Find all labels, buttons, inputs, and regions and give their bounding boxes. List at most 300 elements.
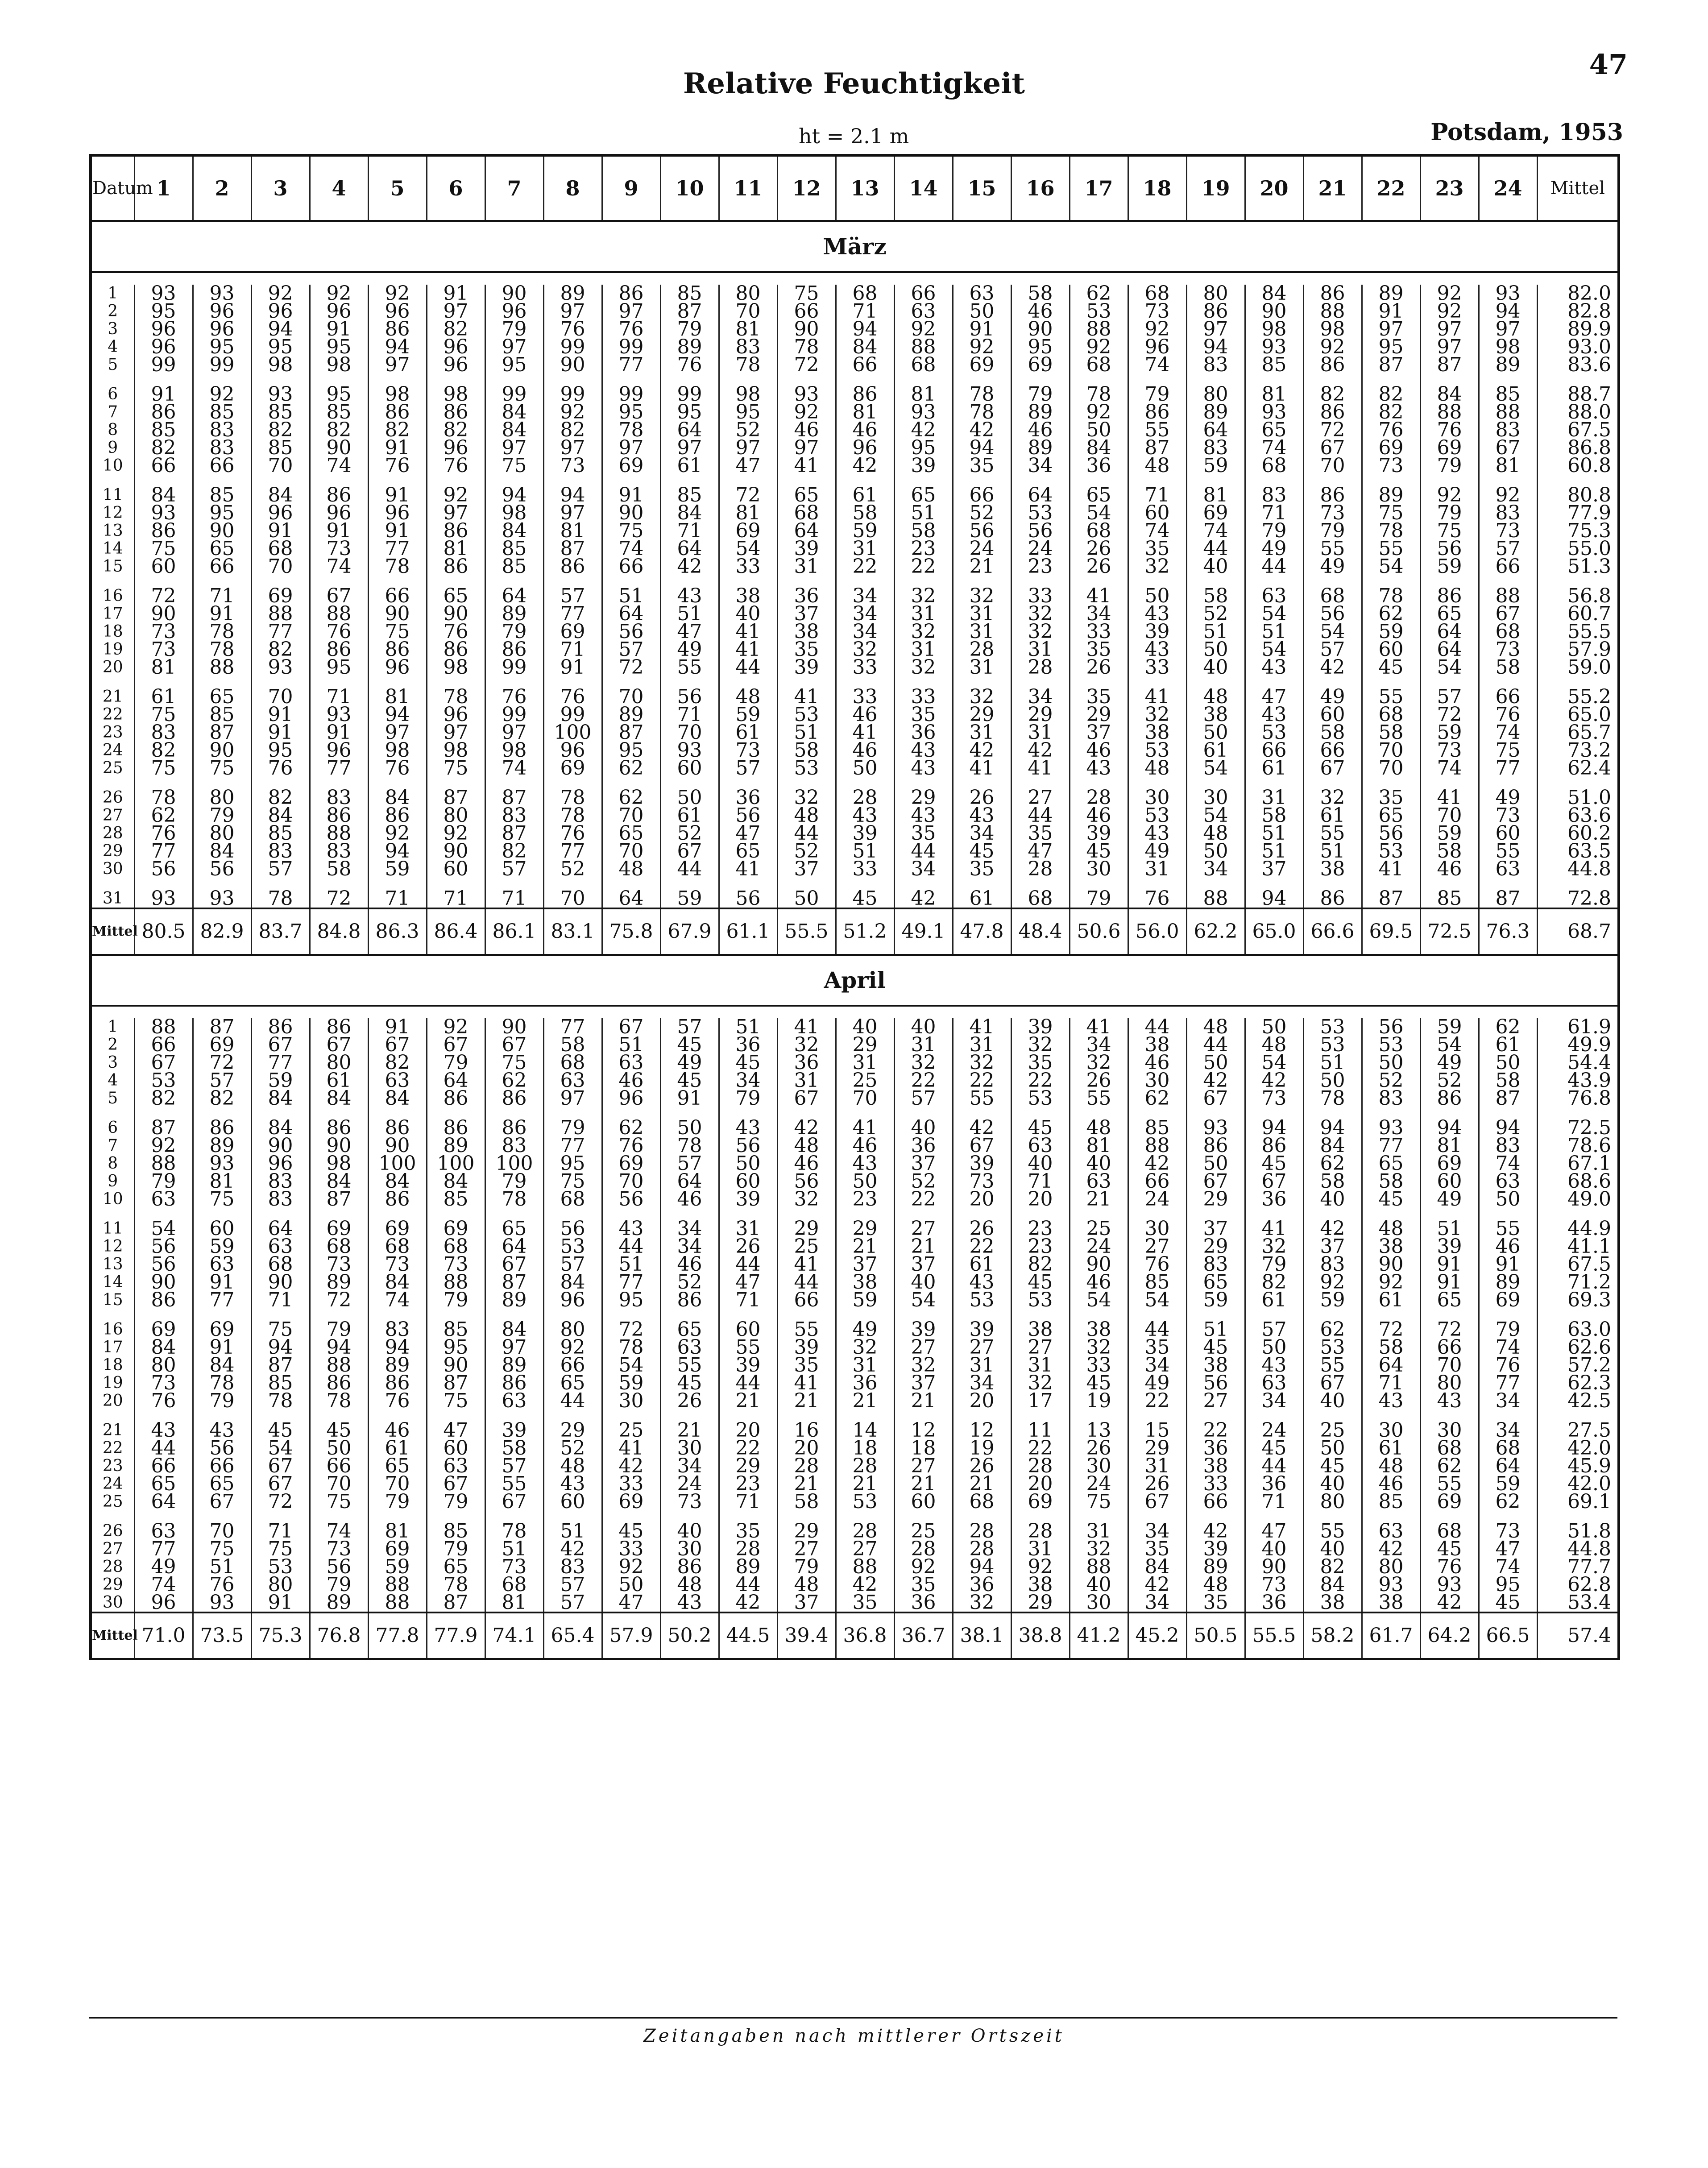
value-cell: 65 xyxy=(1420,1291,1479,1309)
value-cell: 65 xyxy=(1420,605,1479,623)
value-cell: 59 xyxy=(1479,1475,1537,1493)
value-cell: 77 xyxy=(134,842,193,860)
hour-mean-cell: 48.4 xyxy=(1011,908,1070,955)
value-cell: 34 xyxy=(719,1072,777,1090)
value-cell: 95 xyxy=(427,1339,485,1356)
value-cell: 87 xyxy=(1362,890,1420,908)
day-cell: 2 xyxy=(91,303,134,320)
value-cell: 43 xyxy=(1362,1392,1420,1410)
mean-row xyxy=(91,908,1619,955)
value-cell: 37 xyxy=(777,605,836,623)
value-cell: 71 xyxy=(251,1522,310,1540)
value-cell: 78 xyxy=(1362,522,1420,540)
value-cell: 23 xyxy=(1011,1238,1070,1256)
day-mean-cell: 62.3 xyxy=(1537,1374,1619,1392)
day-cell: 14 xyxy=(91,540,134,558)
value-cell: 83 xyxy=(1479,504,1537,522)
value-cell: 82 xyxy=(251,421,310,439)
value-cell: 22 xyxy=(1011,1072,1070,1090)
value-cell: 86 xyxy=(368,403,427,421)
value-cell: 100 xyxy=(368,1155,427,1173)
value-cell: 89 xyxy=(1186,403,1245,421)
value-cell: 88 xyxy=(310,605,368,623)
value-cell: 85 xyxy=(485,558,543,576)
value-cell: 73 xyxy=(427,1256,485,1273)
hour-mean-cell: 51.2 xyxy=(836,908,894,955)
value-cell: 69 xyxy=(368,1540,427,1558)
value-cell: 37 xyxy=(894,1374,953,1392)
day-mean-cell: 51.8 xyxy=(1537,1522,1619,1540)
value-cell: 58 xyxy=(1011,285,1070,303)
value-cell: 36 xyxy=(1245,1594,1303,1613)
hour-mean-cell: 36.8 xyxy=(836,1613,894,1659)
spacer-cell xyxy=(91,475,134,486)
value-cell: 54 xyxy=(1420,659,1479,676)
value-cell: 88 xyxy=(1070,320,1128,338)
value-cell: 27 xyxy=(836,1540,894,1558)
value-cell: 94 xyxy=(836,320,894,338)
value-cell: 71 xyxy=(1362,1374,1420,1392)
value-cell: 58 xyxy=(485,1439,543,1457)
hour-mean-cell: 86.4 xyxy=(427,908,485,955)
value-cell: 88 xyxy=(193,659,251,676)
value-cell: 44 xyxy=(1186,1036,1245,1054)
value-cell: 61 xyxy=(310,1072,368,1090)
value-cell: 59 xyxy=(368,860,427,878)
value-cell: 78 xyxy=(1303,1090,1362,1107)
value-cell: 53 xyxy=(777,706,836,724)
day-mean-cell: 60.2 xyxy=(1537,825,1619,842)
value-cell: 89 xyxy=(485,1291,543,1309)
value-cell: 72 xyxy=(777,356,836,374)
value-cell: 88 xyxy=(368,1576,427,1594)
value-cell: 65 xyxy=(1186,1273,1245,1291)
value-cell: 41 xyxy=(777,457,836,475)
day-mean-cell: 71.2 xyxy=(1537,1273,1619,1291)
value-cell: 62 xyxy=(602,1119,660,1137)
value-cell: 43 xyxy=(894,742,953,759)
value-cell: 56 xyxy=(134,1256,193,1273)
day-mean-cell: 69.1 xyxy=(1537,1493,1619,1511)
value-cell: 53 xyxy=(777,759,836,777)
value-cell: 72 xyxy=(310,1291,368,1309)
value-cell: 14 xyxy=(836,1422,894,1439)
value-cell: 29 xyxy=(719,1457,777,1475)
value-cell: 88 xyxy=(1479,587,1537,605)
value-cell: 54 xyxy=(1362,558,1420,576)
value-cell: 31 xyxy=(953,659,1011,676)
value-cell: 97 xyxy=(543,303,602,320)
value-cell: 87 xyxy=(427,1594,485,1613)
value-cell: 32 xyxy=(953,688,1011,706)
value-cell: 73 xyxy=(134,641,193,659)
value-cell: 83 xyxy=(1303,1256,1362,1273)
value-cell: 82 xyxy=(1303,1558,1362,1576)
hour-mean-cell: 50.2 xyxy=(660,1613,719,1659)
value-cell: 57 xyxy=(543,1576,602,1594)
value-cell: 37 xyxy=(1245,860,1303,878)
value-cell: 77 xyxy=(602,356,660,374)
day-cell: 13 xyxy=(91,522,134,540)
value-cell: 45 xyxy=(1011,1119,1070,1137)
value-cell: 18 xyxy=(894,1439,953,1457)
value-cell: 26 xyxy=(1070,1439,1128,1457)
value-cell: 53 xyxy=(1128,742,1186,759)
value-cell: 64 xyxy=(602,890,660,908)
value-cell: 91 xyxy=(602,486,660,504)
value-cell: 79 xyxy=(427,1540,485,1558)
value-cell: 75 xyxy=(368,623,427,641)
value-cell: 55 xyxy=(1362,688,1420,706)
value-cell: 32 xyxy=(953,1594,1011,1613)
value-cell: 88 xyxy=(310,825,368,842)
hour-header: 2 xyxy=(193,155,251,221)
value-cell: 50 xyxy=(1479,1190,1537,1208)
month-heading-row xyxy=(91,955,1619,1006)
value-cell: 72 xyxy=(1362,1321,1420,1339)
value-cell: 70 xyxy=(310,1475,368,1493)
value-cell: 21 xyxy=(894,1475,953,1493)
value-cell: 78 xyxy=(485,1522,543,1540)
value-cell: 90 xyxy=(1070,1256,1128,1273)
hour-header: 22 xyxy=(1362,155,1420,221)
value-cell: 85 xyxy=(134,421,193,439)
value-cell: 51 xyxy=(543,1522,602,1540)
value-cell: 62 xyxy=(1362,605,1420,623)
value-cell: 94 xyxy=(1186,338,1245,356)
value-cell: 74 xyxy=(1420,759,1479,777)
value-cell: 82 xyxy=(310,421,368,439)
value-cell: 43 xyxy=(1128,605,1186,623)
value-cell: 86 xyxy=(368,1374,427,1392)
value-cell: 86 xyxy=(427,1119,485,1137)
hour-mean-cell: 62.2 xyxy=(1186,908,1245,955)
value-cell: 77 xyxy=(543,1137,602,1155)
value-cell: 11 xyxy=(1011,1422,1070,1439)
value-cell: 59 xyxy=(660,890,719,908)
value-cell: 89 xyxy=(368,1356,427,1374)
value-cell: 57 xyxy=(1420,688,1479,706)
day-mean-cell: 56.8 xyxy=(1537,587,1619,605)
value-cell: 84 xyxy=(251,486,310,504)
value-cell: 79 xyxy=(485,623,543,641)
value-cell: 54 xyxy=(1128,1291,1186,1309)
value-cell: 96 xyxy=(368,504,427,522)
value-cell: 70 xyxy=(1362,759,1420,777)
value-cell: 19 xyxy=(1070,1392,1128,1410)
value-cell: 28 xyxy=(836,1522,894,1540)
value-cell: 96 xyxy=(310,504,368,522)
value-cell: 68 xyxy=(1303,587,1362,605)
value-cell: 46 xyxy=(836,706,894,724)
table-row xyxy=(91,1594,1619,1613)
value-cell: 60 xyxy=(1420,1173,1479,1190)
value-cell: 74 xyxy=(485,759,543,777)
day-mean-cell: 78.6 xyxy=(1537,1137,1619,1155)
value-cell: 28 xyxy=(894,1540,953,1558)
value-cell: 79 xyxy=(1070,890,1128,908)
value-cell: 87 xyxy=(1479,890,1537,908)
value-cell: 42 xyxy=(543,1540,602,1558)
value-cell: 28 xyxy=(1011,860,1070,878)
value-cell: 80 xyxy=(193,825,251,842)
value-cell: 64 xyxy=(1362,1356,1420,1374)
hour-mean-cell: 61.1 xyxy=(719,908,777,955)
value-cell: 88 xyxy=(134,1018,193,1036)
hour-mean-cell: 64.2 xyxy=(1420,1613,1479,1659)
value-cell: 98 xyxy=(1303,320,1362,338)
value-cell: 65 xyxy=(660,1321,719,1339)
spacer-cell xyxy=(91,1309,134,1321)
value-cell: 53 xyxy=(1362,1036,1420,1054)
value-cell: 74 xyxy=(310,1522,368,1540)
value-cell: 45 xyxy=(836,890,894,908)
value-cell: 53 xyxy=(1245,724,1303,742)
value-cell: 41 xyxy=(1245,1220,1303,1238)
value-cell: 50 xyxy=(719,1155,777,1173)
value-cell: 82 xyxy=(485,842,543,860)
value-cell: 35 xyxy=(719,1522,777,1540)
value-cell: 82 xyxy=(427,421,485,439)
value-cell: 72 xyxy=(602,1321,660,1339)
value-cell: 73 xyxy=(1420,742,1479,759)
value-cell: 26 xyxy=(1070,659,1128,676)
value-cell: 68 xyxy=(1420,1522,1479,1540)
value-cell: 51 xyxy=(1303,842,1362,860)
value-cell: 72 xyxy=(1303,421,1362,439)
value-cell: 82 xyxy=(1245,1273,1303,1291)
value-cell: 69 xyxy=(719,522,777,540)
value-cell: 89 xyxy=(485,1356,543,1374)
value-cell: 56 xyxy=(193,1439,251,1457)
value-cell: 62 xyxy=(1420,1457,1479,1475)
value-cell: 97 xyxy=(427,504,485,522)
value-cell: 67 xyxy=(1303,759,1362,777)
hour-mean-cell: 72.5 xyxy=(1420,908,1479,955)
value-cell: 54 xyxy=(1245,605,1303,623)
day-cell: 12 xyxy=(91,504,134,522)
value-cell: 64 xyxy=(660,540,719,558)
value-cell: 34 xyxy=(894,860,953,878)
value-cell: 35 xyxy=(1128,540,1186,558)
value-cell: 41 xyxy=(719,623,777,641)
value-cell: 30 xyxy=(1128,789,1186,807)
value-cell: 92 xyxy=(543,403,602,421)
value-cell: 75 xyxy=(777,285,836,303)
value-cell: 62 xyxy=(1303,1155,1362,1173)
value-cell: 48 xyxy=(602,860,660,878)
value-cell: 46 xyxy=(660,1190,719,1208)
value-cell: 39 xyxy=(1070,825,1128,842)
value-cell: 42 xyxy=(1011,742,1070,759)
value-cell: 70 xyxy=(602,807,660,825)
value-cell: 52 xyxy=(660,825,719,842)
value-cell: 87 xyxy=(427,1374,485,1392)
value-cell: 81 xyxy=(836,403,894,421)
value-cell: 96 xyxy=(134,320,193,338)
value-cell: 71 xyxy=(660,706,719,724)
value-cell: 21 xyxy=(894,1392,953,1410)
value-cell: 65 xyxy=(602,825,660,842)
value-cell: 54 xyxy=(894,1291,953,1309)
value-cell: 81 xyxy=(485,1594,543,1613)
value-cell: 95 xyxy=(894,439,953,457)
value-cell: 97 xyxy=(777,439,836,457)
value-cell: 82 xyxy=(1362,386,1420,403)
value-cell: 50 xyxy=(953,303,1011,320)
value-cell: 34 xyxy=(953,1374,1011,1392)
value-cell: 38 xyxy=(1128,1036,1186,1054)
value-cell: 38 xyxy=(1303,1594,1362,1613)
value-cell: 31 xyxy=(777,1072,836,1090)
value-cell: 91 xyxy=(310,320,368,338)
value-cell: 83 xyxy=(719,338,777,356)
value-cell: 79 xyxy=(485,320,543,338)
value-cell: 73 xyxy=(310,1540,368,1558)
day-mean-cell: 44.9 xyxy=(1537,1220,1619,1238)
value-cell: 84 xyxy=(485,522,543,540)
value-cell: 32 xyxy=(953,1054,1011,1072)
value-cell: 65 xyxy=(1362,1155,1420,1173)
value-cell: 86 xyxy=(310,486,368,504)
value-cell: 26 xyxy=(660,1392,719,1410)
value-cell: 82 xyxy=(134,742,193,759)
day-cell: 19 xyxy=(91,1374,134,1392)
value-cell: 97 xyxy=(368,356,427,374)
value-cell: 73 xyxy=(1479,1522,1537,1540)
day-mean-cell: 51.0 xyxy=(1537,789,1619,807)
day-mean-cell: 44.8 xyxy=(1537,1540,1619,1558)
value-cell: 49 xyxy=(660,641,719,659)
value-cell: 21 xyxy=(777,1475,836,1493)
value-cell: 40 xyxy=(1070,1155,1128,1173)
value-cell: 32 xyxy=(1011,623,1070,641)
value-cell: 85 xyxy=(251,439,310,457)
value-cell: 21 xyxy=(777,1392,836,1410)
value-cell: 72 xyxy=(602,659,660,676)
value-cell: 74 xyxy=(310,457,368,475)
value-cell: 98 xyxy=(1479,338,1537,356)
value-cell: 61 xyxy=(368,1439,427,1457)
value-cell: 30 xyxy=(1070,1457,1128,1475)
value-cell: 59 xyxy=(1420,724,1479,742)
value-cell: 45 xyxy=(1362,1190,1420,1208)
value-cell: 96 xyxy=(310,303,368,320)
table-row xyxy=(91,1090,1619,1107)
value-cell: 99 xyxy=(543,338,602,356)
day-cell: 21 xyxy=(91,1422,134,1439)
value-cell: 71 xyxy=(660,522,719,540)
value-cell: 58 xyxy=(836,504,894,522)
value-cell: 81 xyxy=(1420,1137,1479,1155)
value-cell: 44 xyxy=(719,659,777,676)
value-cell: 67 xyxy=(1479,605,1537,623)
value-cell: 42 xyxy=(953,421,1011,439)
hour-header: 8 xyxy=(543,155,602,221)
value-cell: 46 xyxy=(1070,1273,1128,1291)
value-cell: 81 xyxy=(134,659,193,676)
value-cell: 85 xyxy=(427,1321,485,1339)
value-cell: 91 xyxy=(251,1594,310,1613)
value-cell: 62 xyxy=(602,759,660,777)
value-cell: 81 xyxy=(1245,386,1303,403)
value-cell: 79 xyxy=(427,1291,485,1309)
value-cell: 84 xyxy=(368,1173,427,1190)
value-cell: 65 xyxy=(543,1374,602,1392)
day-mean-cell: 59.0 xyxy=(1537,659,1619,676)
hour-header: 21 xyxy=(1303,155,1362,221)
day-cell: 27 xyxy=(91,807,134,825)
day-cell: 6 xyxy=(91,1119,134,1137)
value-cell: 90 xyxy=(1362,1256,1420,1273)
value-cell: 71 xyxy=(543,641,602,659)
value-cell: 28 xyxy=(836,789,894,807)
value-cell: 32 xyxy=(777,1036,836,1054)
value-cell: 61 xyxy=(1303,807,1362,825)
value-cell: 22 xyxy=(1011,1439,1070,1457)
value-cell: 47 xyxy=(427,1422,485,1439)
value-cell: 38 xyxy=(1186,1457,1245,1475)
value-cell: 56 xyxy=(310,1558,368,1576)
value-cell: 31 xyxy=(1245,789,1303,807)
value-cell: 90 xyxy=(193,742,251,759)
value-cell: 83 xyxy=(134,724,193,742)
value-cell: 60 xyxy=(719,1321,777,1339)
day-mean-cell: 73.2 xyxy=(1537,742,1619,759)
value-cell: 93 xyxy=(1186,1119,1245,1137)
value-cell: 48 xyxy=(660,1576,719,1594)
value-cell: 41 xyxy=(836,1119,894,1137)
value-cell: 86 xyxy=(485,1119,543,1137)
value-cell: 94 xyxy=(485,486,543,504)
value-cell: 71 xyxy=(193,587,251,605)
value-cell: 36 xyxy=(894,724,953,742)
value-cell: 90 xyxy=(310,1137,368,1155)
value-cell: 54 xyxy=(1245,641,1303,659)
hour-header: 13 xyxy=(836,155,894,221)
value-cell: 44 xyxy=(1245,1457,1303,1475)
value-cell: 90 xyxy=(485,1018,543,1036)
value-cell: 62 xyxy=(1128,1090,1186,1107)
value-cell: 57 xyxy=(1303,641,1362,659)
value-cell: 82 xyxy=(368,1054,427,1072)
day-cell: 3 xyxy=(91,320,134,338)
value-cell: 29 xyxy=(543,1422,602,1439)
value-cell: 54 xyxy=(134,1220,193,1238)
value-cell: 74 xyxy=(1128,522,1186,540)
value-cell: 22 xyxy=(1128,1392,1186,1410)
hour-mean-cell: 75.8 xyxy=(602,908,660,955)
value-cell: 31 xyxy=(953,605,1011,623)
hour-mean-cell: 77.8 xyxy=(368,1613,427,1659)
value-cell: 28 xyxy=(1011,659,1070,676)
value-cell: 67 xyxy=(485,1256,543,1273)
value-cell: 83 xyxy=(485,807,543,825)
value-cell: 18 xyxy=(836,1439,894,1457)
value-cell: 79 xyxy=(368,1493,427,1511)
value-cell: 35 xyxy=(1186,1594,1245,1613)
day-cell: 31 xyxy=(91,890,134,908)
value-cell: 57 xyxy=(485,1457,543,1475)
value-cell: 87 xyxy=(1362,356,1420,374)
value-cell: 42 xyxy=(1362,1540,1420,1558)
day-cell: 4 xyxy=(91,1072,134,1090)
value-cell: 42 xyxy=(602,1457,660,1475)
value-cell: 40 xyxy=(836,1018,894,1036)
value-cell: 36 xyxy=(1245,1190,1303,1208)
value-cell: 92 xyxy=(1303,338,1362,356)
value-cell: 71 xyxy=(719,1493,777,1511)
